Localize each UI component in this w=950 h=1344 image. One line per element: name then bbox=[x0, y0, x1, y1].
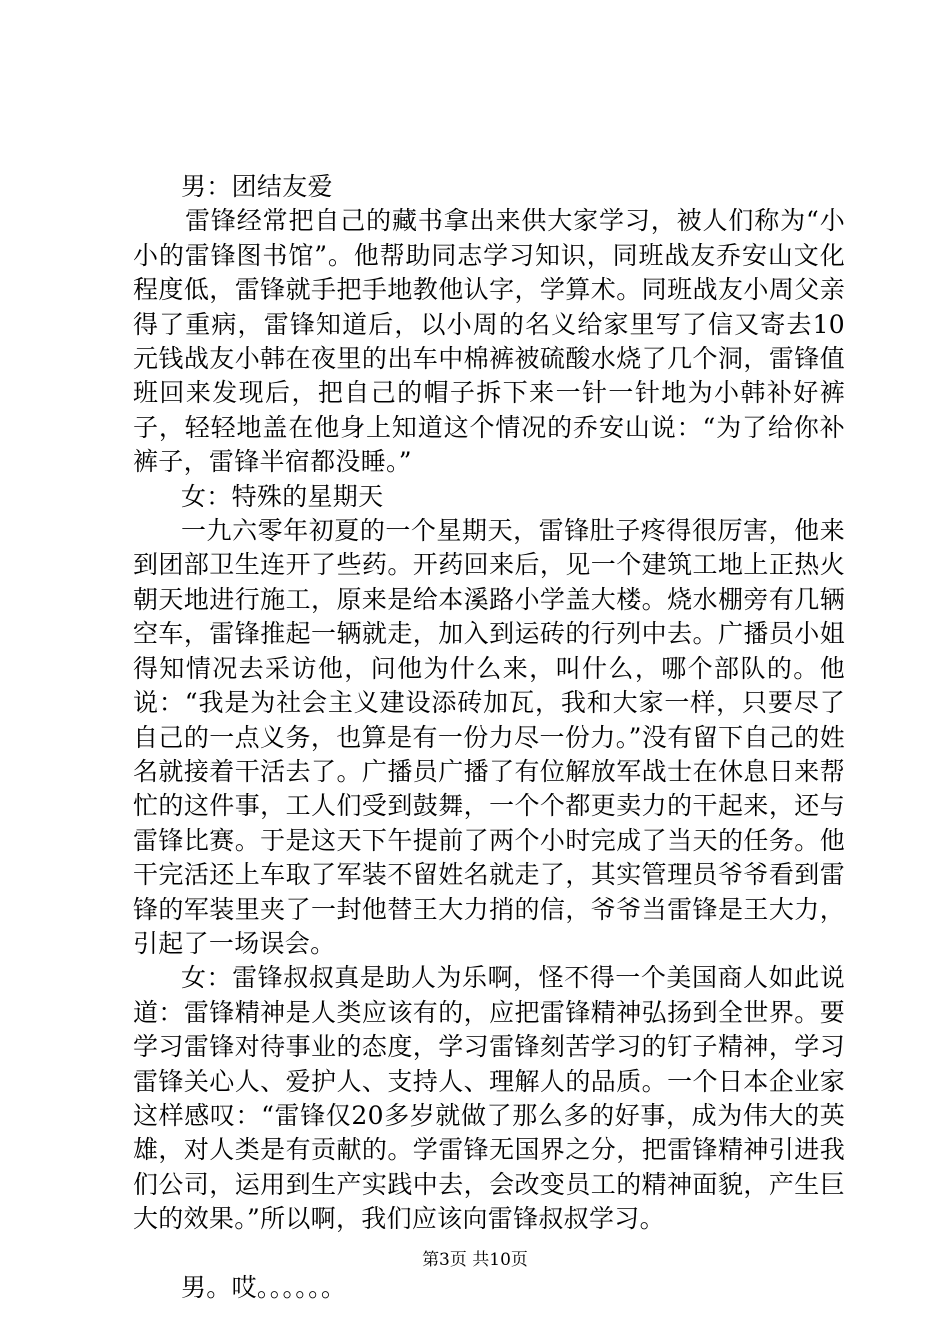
paragraph-male-sigh: 男。哎。。。。。。 bbox=[181, 1272, 347, 1302]
document-body bbox=[133, 170, 845, 1305]
page-number-footer: 第3页 共10页 bbox=[422, 1250, 528, 1270]
paragraph-sunday-story: 一九六零年初夏的一个星期天，雷锋肚子疼得很厉害，他来到团部卫生连开了些药。开药回来后，见一个建筑工地上正热火朝天地进行施工，原来是给本溪路小学盖大楼。烧水棚旁有几辆空车，雷锋推起一辆就走，加入到运砖的行列中去。广播员小姐得知情况去采访他，问他为什么来，叫什么，哪个部队的。他说：“我是为社会主义建设添砖加瓦，我和大家一样，只要尽了自己的一点义务，也算是有一份力尽一份力。”没有留下自己的姓名就接着干活去了。广播员广播了有位解放军战士在休息日来帮忙的这件事，工人们受到鼓舞，一个个都更卖力的干起来，还与雷锋比赛。于是这天下午提前了两个小时完成了当天的任务。他干完活还上车取了军装不留姓名就走了，其实管理员爷爷看到雷锋的军装里夹了一封他替王大力捎的信，爷爷当雷锋是王大力，引起了一场误会。 bbox=[133, 516, 845, 958]
speaker-heading-male-unity: 男：团结友爱 bbox=[181, 172, 333, 201]
paragraph-library-story: 雷锋经常把自己的藏书拿出来供大家学习，被人们称为“小小的雷锋图书馆”。他帮助同志学习知识，同班战友乔安山文化程度低，雷锋就手把手地教他认字，学算术。同班战友小周父亲得了重病，雷锋知道后，以小周的名义给家里写了信又寄去10元钱战友小韩在夜里的出车中棉裤被硫酸水烧了几个洞，雷锋值班回来发现后，把自己的帽子拆下来一针一针地为小韩补好裤子，轻轻地盖在他身上知道这个情况的乔安山说：“为了给你补裤子，雷锋半宿都没睡。” bbox=[133, 206, 845, 477]
speaker-heading-female-sunday: 女：特殊的星期天 bbox=[181, 481, 384, 511]
paragraph-female-remarks: 女：雷锋叔叔真是助人为乐啊，怪不得一个美国商人如此说道：雷锋精神是人类应该有的，应把雷锋精神弘扬到全世界。要学习雷锋对待事业的态度，学习雷锋刻苦学习的钉子精神，学习雷锋关心人、爱护人、支持人、理解人的品质。一个日本企业家这样感叹：“雷锋仅20多岁就做了那么多的好事，成为伟大的英雄，对人类是有贡献的。学雷锋无国界之分，把雷锋精神引进我们公司，运用到生产实践中去，会改变员工的精神面貌，产生巨大的效果。”所以啊，我们应该向雷锋叔叔学习。 bbox=[133, 963, 845, 1234]
